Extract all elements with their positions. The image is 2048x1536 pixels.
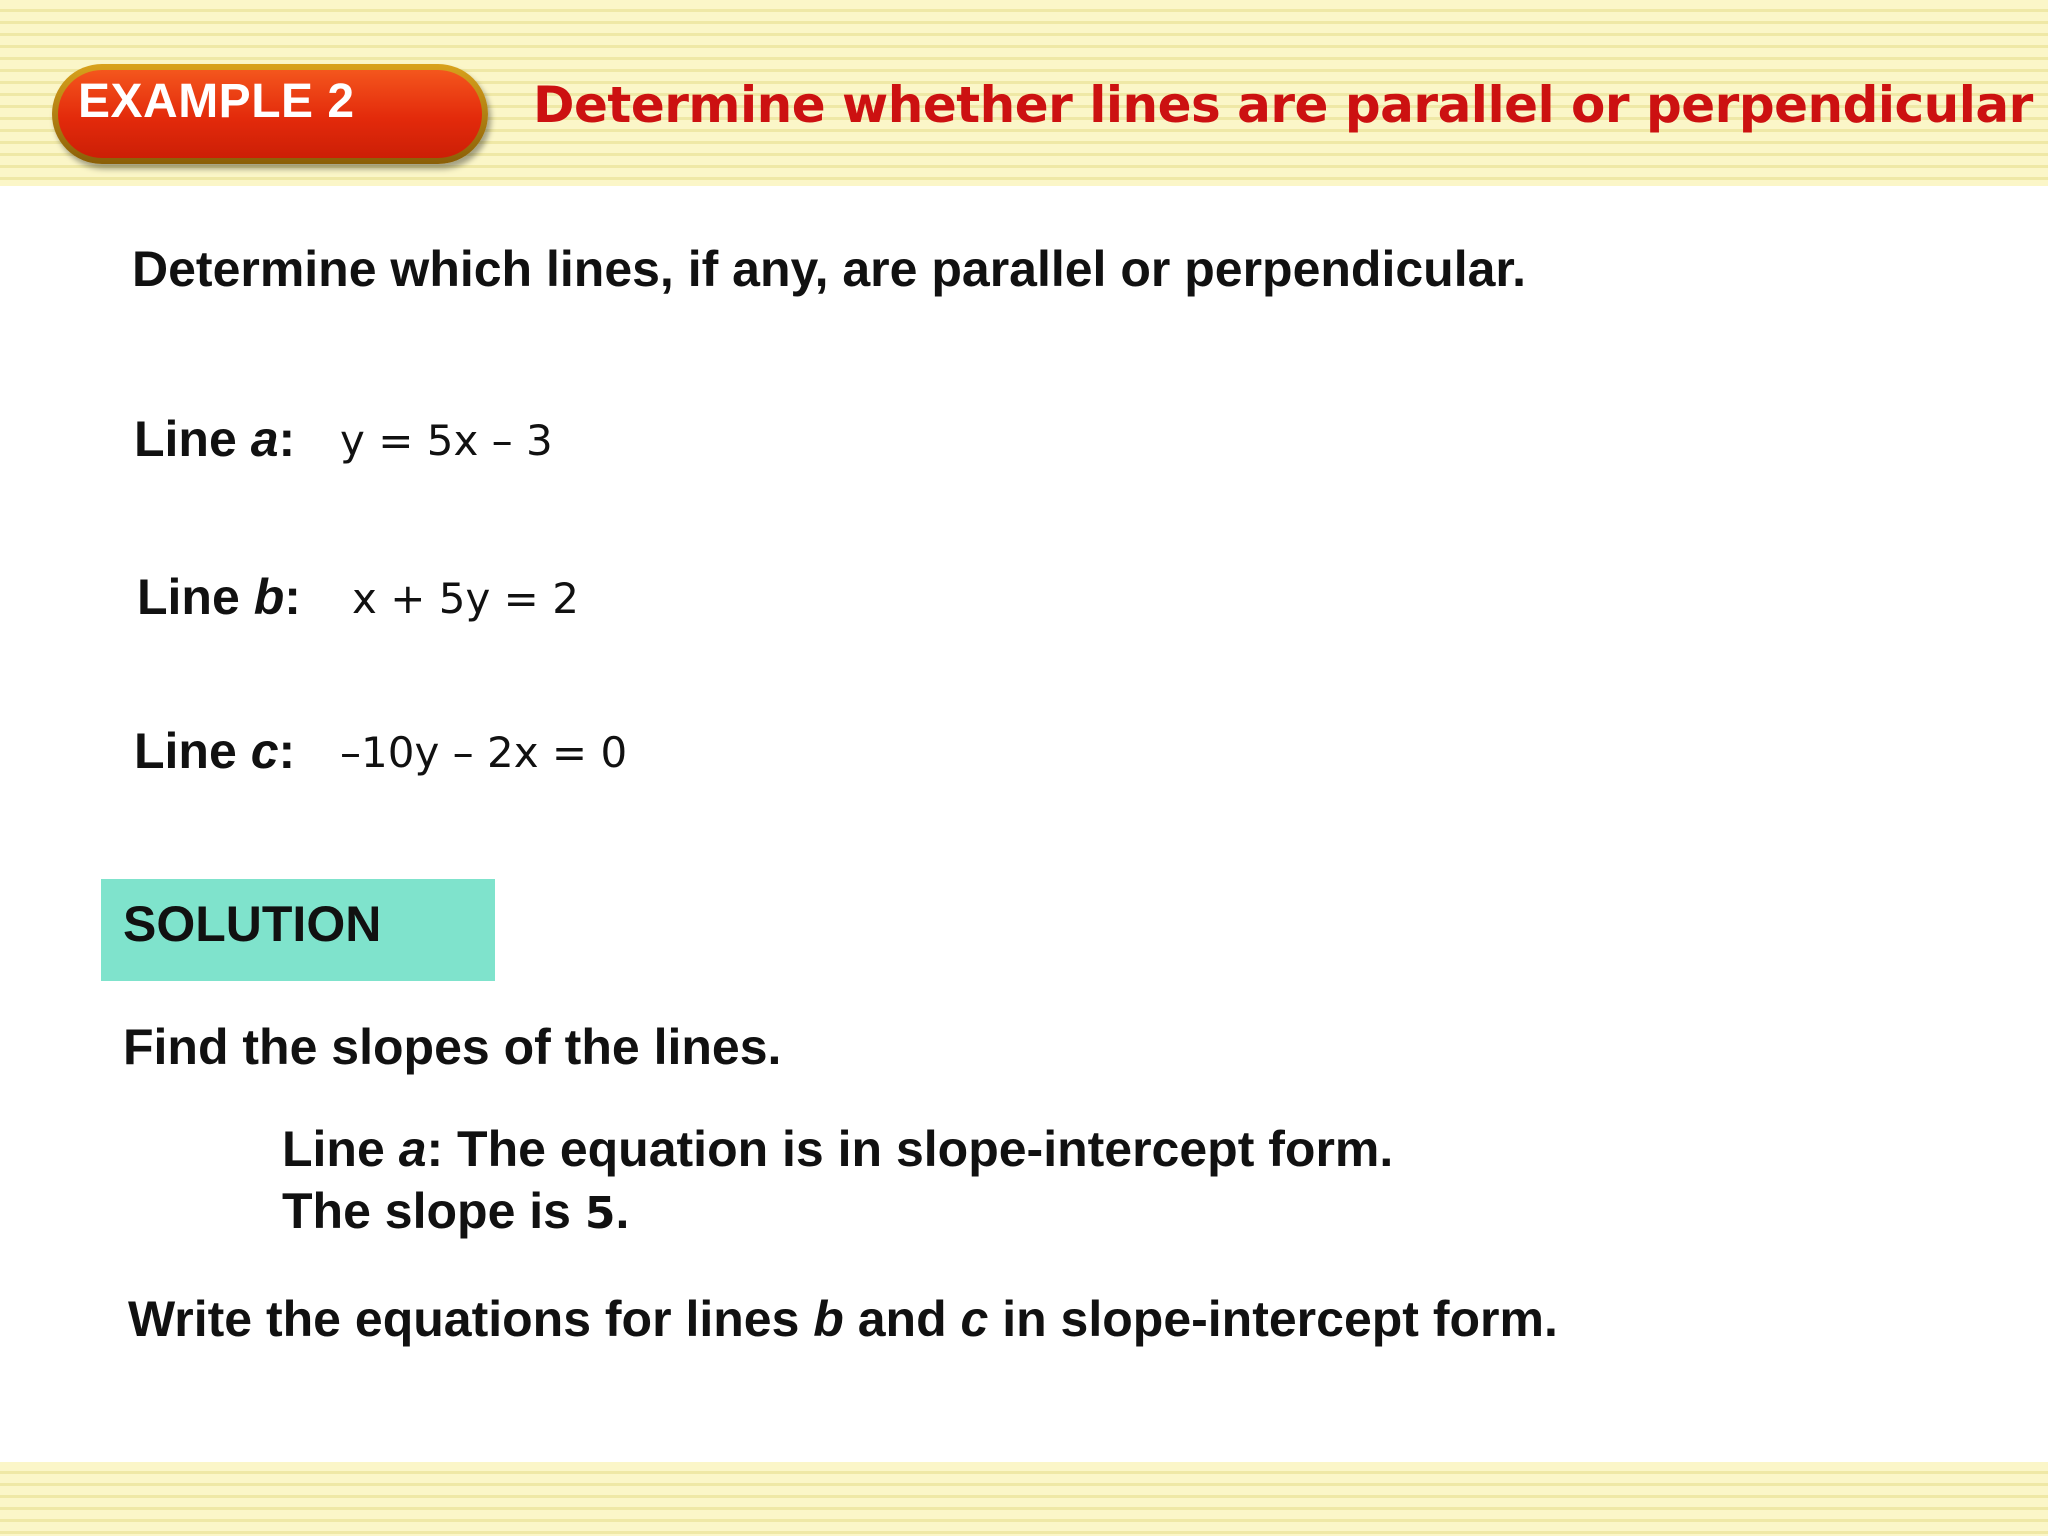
line-c-equation: –10y – 2x = 0 [340, 728, 628, 777]
page-title: Determine whether lines are parallel or perpendicular [533, 76, 2033, 134]
line-c-label: Line c: [134, 723, 296, 779]
slope-statement: The slope is 5. [282, 1183, 630, 1239]
line-b-label: Line b: [137, 569, 301, 625]
slope-value: 5 [584, 1188, 616, 1239]
problem-prompt: Determine which lines, if any, are parallel or perpendicular. [132, 241, 1526, 297]
line-a-row [134, 410, 295, 468]
line-a-label: Line a: [134, 411, 296, 467]
line-c-row [134, 722, 295, 780]
line-a-equation: y = 5x – 3 [340, 416, 553, 465]
solution-box [101, 879, 495, 981]
step-write-equations: Write the equations for lines b and c in slope-intercept form. [128, 1291, 1558, 1347]
example-label: EXAMPLE 2 [78, 75, 355, 128]
line-b-row [137, 568, 301, 626]
footer-band [0, 1462, 2048, 1536]
solution-label: SOLUTION [123, 896, 382, 952]
line-b-equation: x + 5y = 2 [352, 574, 579, 623]
line-a-note: Line a: The equation is in slope-intercept form. [282, 1121, 1394, 1177]
step-find-slopes: Find the slopes of the lines. [123, 1019, 782, 1075]
